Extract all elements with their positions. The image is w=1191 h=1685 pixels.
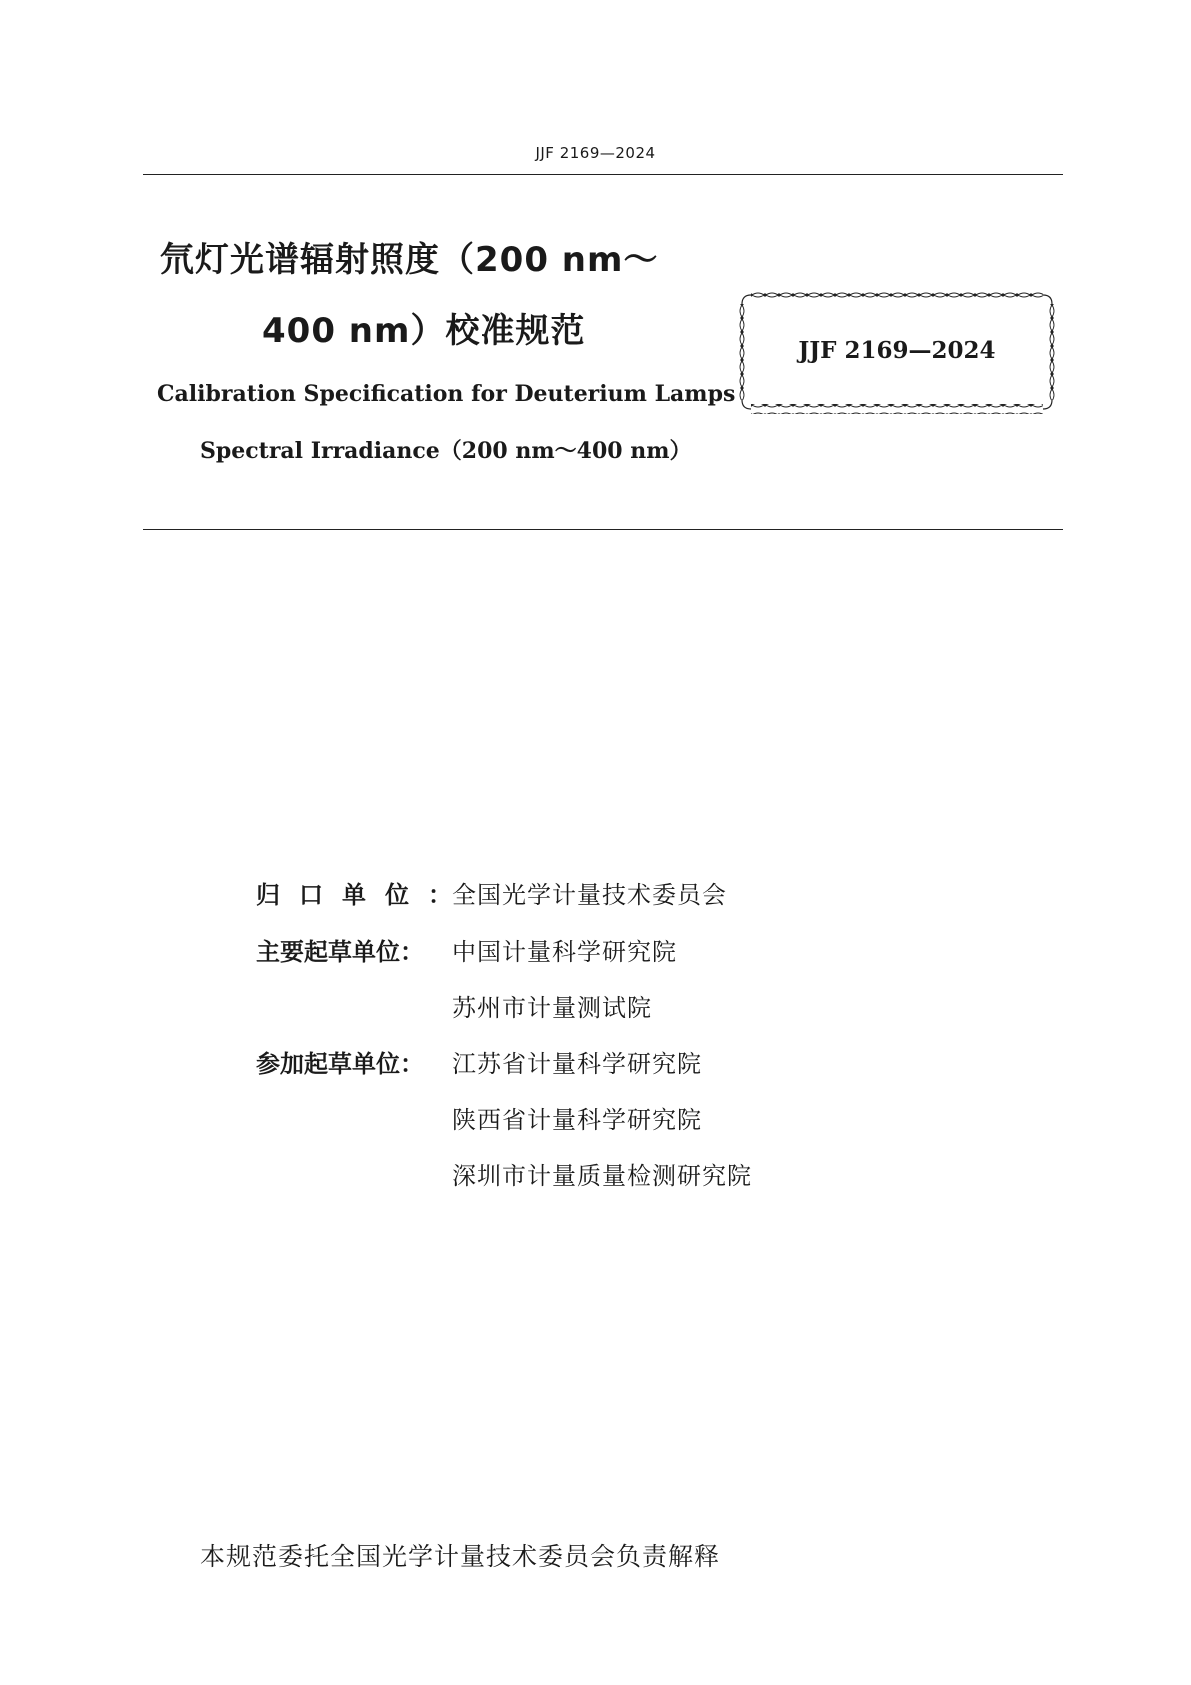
responsible-unit-value: 全国光学计量技术委员会 [452,881,727,909]
header-code: JJF 2169—2024 [535,144,656,162]
responsible-unit-label: 归口单位： [256,881,471,909]
main-drafting-org: 苏州市计量测试院 [452,994,652,1022]
header-rule [143,174,1063,175]
title-zh-line2: 400 nm）校准规范 [262,311,586,351]
code-box-text: JJF 2169—2024 [798,337,996,364]
participating-org: 陕西省计量科学研究院 [452,1106,702,1134]
participating-org: 深圳市计量质量检测研究院 [452,1162,752,1190]
title-rule [143,529,1063,530]
participating-org: 江苏省计量科学研究院 [452,1050,702,1078]
main-drafting-label: 主要起草单位： [256,938,424,966]
main-drafting-org: 中国计量科学研究院 [452,938,677,966]
title-en-line2: Spectral Irradiance（200 nm～400 nm） [200,438,692,464]
title-en-line1: Calibration Specification for Deuterium Lamps [157,381,736,407]
code-box [737,290,1057,414]
title-zh-line1: 氘灯光谱辐射照度（200 nm～ [160,240,659,280]
participating-label: 参加起草单位： [256,1050,424,1078]
footer-note: 本规范委托全国光学计量技术委员会负责解释 [200,1542,721,1571]
